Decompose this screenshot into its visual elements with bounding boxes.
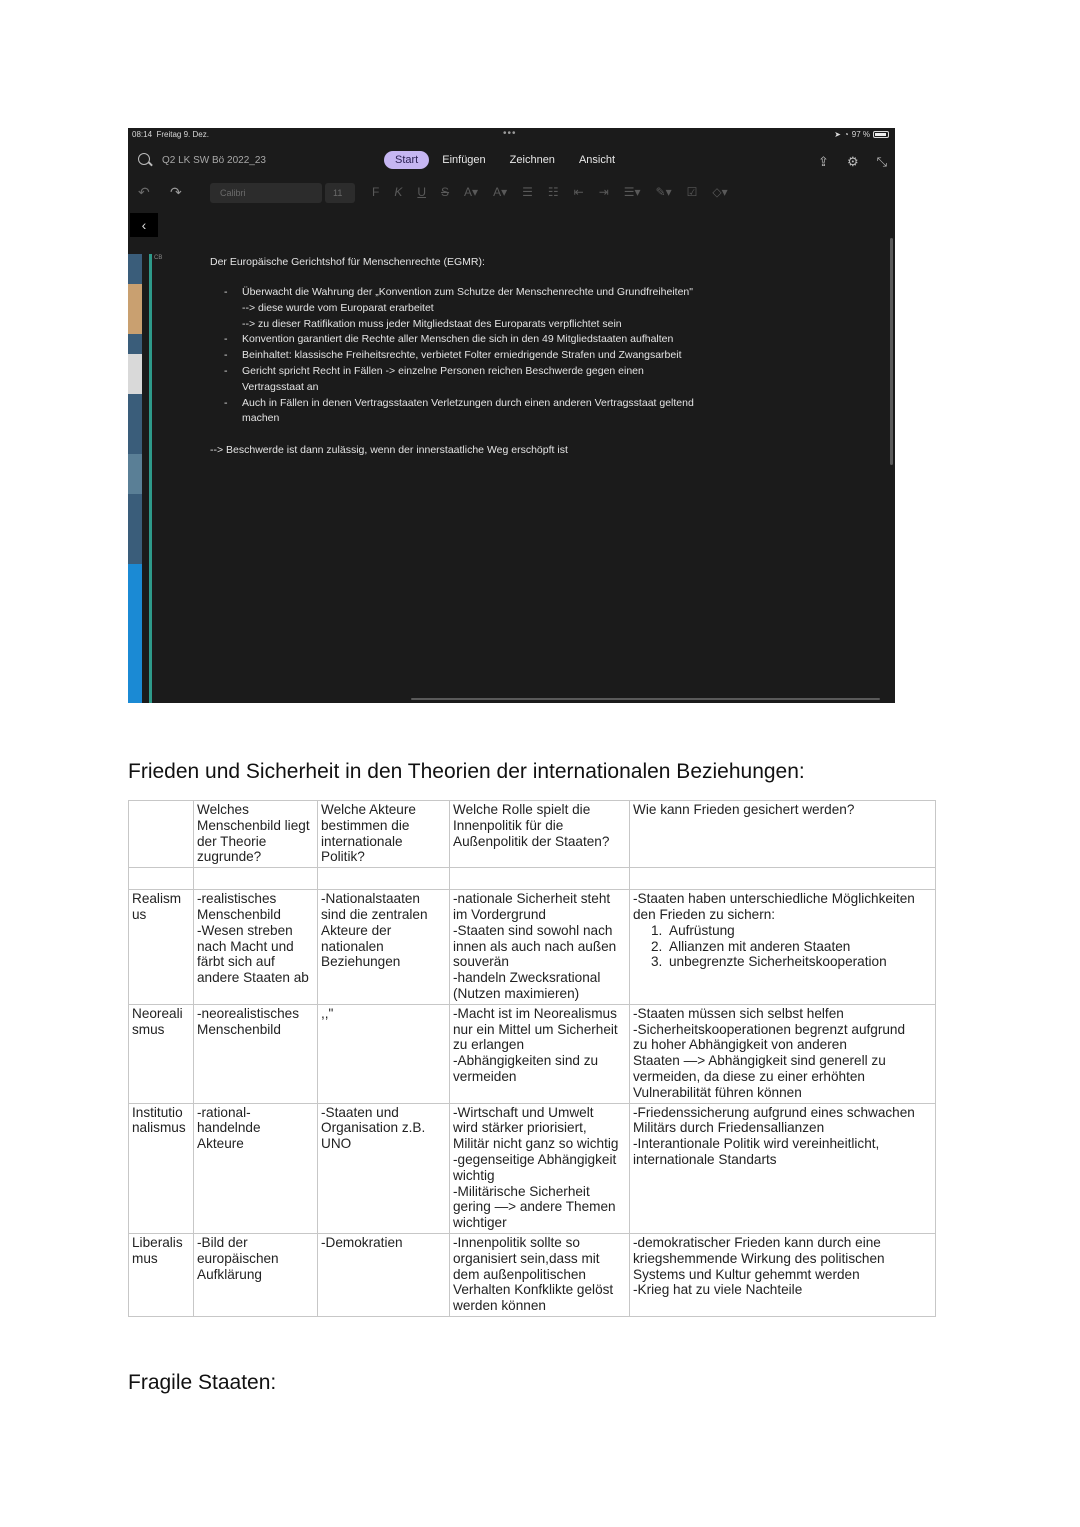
cell-line: Beziehungen: [321, 954, 401, 970]
akteure-cell: [318, 1004, 450, 1103]
cell-line: dem außenpolitischen: [453, 1266, 586, 1282]
cell-line: ,,": [321, 1005, 334, 1021]
checkbox-icon[interactable]: ☑: [686, 185, 698, 199]
app-screenshot: [128, 128, 895, 703]
cell-line: färbt sich auf: [197, 954, 275, 970]
cell-line: -realistisches: [197, 891, 277, 907]
table-header-row: [129, 801, 936, 868]
status-right: [834, 130, 889, 139]
list-item: - Gericht spricht Recht in Fällen -> einzelne Personen reichen Beschwerde gegen einen: [210, 364, 810, 380]
table-row: [129, 1233, 936, 1316]
cell-line: vermeiden: [453, 1068, 517, 1084]
menschenbild-cell: [194, 1103, 318, 1233]
cell-line: -Wirtschaft und Umwelt: [453, 1104, 594, 1120]
cell-line: Aufklärung: [197, 1266, 262, 1282]
cell-line: -gegenseitige Abhängigkeit: [453, 1151, 617, 1167]
cell-line: nationalen: [321, 938, 384, 954]
cell-line: andere Staaten ab: [197, 970, 309, 986]
cell-line: Politik?: [321, 849, 365, 865]
cell-line: Wie kann Frieden gesichert werden?: [633, 802, 855, 817]
wifi-icon: ◔: [843, 130, 849, 139]
cell-line: -Demokratien: [321, 1234, 403, 1250]
page-marker: CB: [154, 255, 163, 261]
cell-line: wird stärker priorisiert,: [453, 1120, 587, 1136]
list-item: 1. Aufrüstung: [651, 922, 735, 938]
align-icon[interactable]: ☰▾: [623, 185, 641, 199]
empty-cell: [129, 868, 194, 890]
indent-icon[interactable]: ⇥: [598, 185, 609, 199]
cell-line: Realism: [132, 891, 182, 907]
cell-line: Institutio: [132, 1104, 183, 1120]
multitask-dots[interactable]: •••: [503, 128, 517, 139]
undo-icon[interactable]: ↶: [138, 184, 150, 200]
note-closing: --> Beschwerde ist dann zulässig, wenn der innerstaatliche Weg erschöpft ist: [210, 444, 568, 457]
theory-name-cell: [129, 1103, 194, 1233]
cell-line: Welche Akteure: [321, 802, 416, 817]
cell-line: Systems und Kultur gehemmt werden: [633, 1266, 860, 1282]
cell-line: -Friedenssicherung aufgrund eines schwachen: [633, 1104, 915, 1120]
cell-line: innen als auch nach außen: [453, 938, 617, 954]
status-time: 08:14 Freitag 9. Dez.: [132, 130, 209, 139]
back-chevron-icon[interactable]: ‹: [130, 213, 158, 237]
header-cell: [129, 801, 194, 868]
theory-name-cell: [129, 1004, 194, 1103]
cell-line: (Nutzen maximieren): [453, 985, 580, 1001]
tag-icon[interactable]: ◇▾: [712, 185, 728, 199]
cell-line: Akteure der: [321, 922, 392, 938]
list-item: - Überwacht die Wahrung der „Konvention zum Schutze der Menschenrechte und Grundfreiheiten": [210, 285, 810, 301]
menschenbild-cell: [194, 1004, 318, 1103]
cell-line: kriegshemmende Wirkung des politischen: [633, 1250, 885, 1266]
innenpolitik-cell: [450, 890, 630, 1005]
cell-line: Militärs durch Friedensallianzen: [633, 1120, 825, 1136]
cell-line: -Interantionale Politik wird vereinheitlicht,: [633, 1136, 880, 1152]
cell-line: nur ein Mittel um Sicherheit: [453, 1021, 618, 1037]
cell-line: organisiert sein,dass mit: [453, 1250, 600, 1266]
list-item: - Konvention garantiert die Rechte aller Menschen die sich in den 49 Mitgliedstaaten aufhalten: [210, 332, 810, 348]
tab-einfuegen[interactable]: Einfügen: [442, 154, 486, 166]
outdent-icon[interactable]: ⇤: [573, 185, 584, 199]
cell-line: Akteure: [197, 1136, 244, 1152]
cell-line: us: [132, 906, 147, 922]
cell-line: wichtiger: [453, 1215, 507, 1231]
header-cell: [194, 801, 318, 868]
empty-cell: [450, 868, 630, 890]
innenpolitik-cell: [450, 1004, 630, 1103]
frieden-cell: [630, 890, 936, 1005]
toolbar-right-icons: [818, 154, 887, 170]
list-item: machen: [242, 412, 280, 425]
cell-line: -Innenpolitik sollte so: [453, 1234, 580, 1250]
innenpolitik-cell: [450, 1103, 630, 1233]
font-color-icon[interactable]: A▾: [493, 185, 508, 199]
menschenbild-cell: [194, 890, 318, 1005]
cell-line: den Frieden zu sichern:: [633, 906, 776, 922]
cell-line: -Wesen streben: [197, 922, 293, 938]
cell-line: Menschenbild: [197, 1021, 281, 1037]
frieden-cell: [630, 1103, 936, 1233]
vertical-scrollbar[interactable]: [890, 238, 893, 465]
cell-line: Welches: [197, 802, 249, 817]
cell-line: der Theorie: [197, 833, 267, 849]
location-icon: ➤: [834, 130, 841, 139]
section-title-theories: Frieden und Sicherheit in den Theorien der internationalen Beziehungen:: [128, 760, 805, 783]
highlight-icon[interactable]: A▾: [464, 185, 479, 199]
theory-name-cell: [129, 890, 194, 1005]
cell-line: Liberalis: [132, 1234, 183, 1250]
cell-line: souverän: [453, 954, 509, 970]
cell-line: -handeln Zwecksrational: [453, 970, 601, 986]
cell-line: Menschenbild liegt: [197, 817, 310, 833]
cell-line: handelnde: [197, 1120, 261, 1136]
cell-line: Organisation z.B.: [321, 1120, 426, 1136]
battery-percent: 97 %: [851, 130, 870, 139]
table-row: [129, 1004, 936, 1103]
cell-line: Verhalten Konfklikte gelöst: [453, 1282, 614, 1298]
cell-line: bestimmen die: [321, 817, 410, 833]
notebook-title[interactable]: Q2 LK SW Bö 2022_23: [162, 155, 266, 166]
akteure-cell: [318, 890, 450, 1005]
ribbon-tabs: [384, 151, 626, 169]
empty-cell: [318, 868, 450, 890]
cell-line: smus: [132, 1021, 165, 1037]
cell-line: sind die zentralen: [321, 906, 428, 922]
battery-icon: [873, 131, 889, 138]
cell-line: -Staaten haben unterschiedliche Möglichkeiten: [633, 891, 915, 907]
peace-measures-list: [633, 923, 932, 970]
cell-line: -rational-: [197, 1104, 251, 1120]
cell-line: nach Macht und: [197, 938, 294, 954]
header-cell: [630, 801, 936, 868]
font-size-field[interactable]: 11: [325, 183, 355, 203]
table-spacer-row: [129, 868, 936, 890]
cell-line: -Militärische Sicherheit: [453, 1183, 590, 1199]
empty-cell: [630, 868, 936, 890]
cell-line: -demokratischer Frieden kann durch eine: [633, 1234, 881, 1250]
format-buttons: [372, 185, 728, 199]
frieden-cell: [630, 1004, 936, 1103]
frieden-cell: [630, 1233, 936, 1316]
cell-line: -Staaten und: [321, 1104, 399, 1120]
cell-line: -Macht ist im Neorealismus: [453, 1005, 617, 1021]
cell-line: europäischen: [197, 1250, 279, 1266]
list-item: 2. Allianzen mit anderen Staaten: [651, 938, 851, 954]
cell-line: internationale: [321, 833, 403, 849]
table-row: [129, 1103, 936, 1233]
cell-line: -Sicherheitskooperationen begrenzt aufgrund: [633, 1021, 906, 1037]
bullet-list-icon[interactable]: ☰: [522, 185, 533, 199]
list-item: - Beinhaltet: klassische Freiheitsrechte, verbietet Folter erniedrigende Strafen und Zwangsarbeit: [210, 348, 810, 364]
innenpolitik-cell: [450, 1233, 630, 1316]
styles-icon[interactable]: ✎▾: [655, 185, 672, 199]
cell-line: Außenpolitik der Staaten?: [453, 833, 610, 849]
redo-icon[interactable]: ↷: [170, 184, 182, 200]
tab-zeichnen[interactable]: Zeichnen: [509, 154, 555, 166]
numbered-list-icon[interactable]: ☷: [547, 185, 559, 199]
horizontal-scrollbar[interactable]: [411, 698, 880, 700]
akteure-cell: [318, 1103, 450, 1233]
cell-line: im Vordergrund: [453, 906, 546, 922]
cell-line: -Nationalstaaten: [321, 891, 420, 907]
cell-line: Vulnerabilität führen können: [633, 1084, 802, 1100]
cell-line: -nationale Sicherheit steht: [453, 891, 611, 907]
cell-line: vermeiden, da diese zu einer erhöhten: [633, 1068, 865, 1084]
cell-line: internationale Standarts: [633, 1151, 777, 1167]
list-item: --> diese wurde vom Europarat erarbeitet: [242, 301, 434, 314]
cell-line: Neoreali: [132, 1005, 183, 1021]
cell-line: -Staaten sind sowohl nach: [453, 922, 613, 938]
list-item: --> zu dieser Ratifikation muss jeder Mitgliedstaat des Europarats verpflichtet sein: [242, 317, 622, 330]
page-indicator-bar: [149, 254, 152, 703]
cell-line: -Abhängigkeiten sind zu: [453, 1053, 599, 1069]
table-row: [129, 890, 936, 1005]
strike-button[interactable]: S: [441, 185, 450, 199]
header-cell: [318, 801, 450, 868]
note-list: [210, 285, 810, 427]
cell-line: UNO: [321, 1136, 352, 1152]
cell-line: zu hoher Abhängigkeit von anderen: [633, 1037, 847, 1053]
underline-button[interactable]: U: [417, 185, 427, 199]
section-title-fragile-states: Fragile Staaten:: [128, 1371, 277, 1394]
cell-line: Militär nicht ganz so wichtig: [453, 1136, 619, 1152]
tab-ansicht[interactable]: Ansicht: [578, 154, 616, 166]
theories-table: [128, 800, 936, 1317]
menschenbild-cell: [194, 1233, 318, 1316]
list-item: 3. unbegrenzte Sicherheitskooperation: [651, 954, 887, 970]
cell-line: Welche Rolle spielt die: [453, 802, 591, 817]
cell-line: -Bild der: [197, 1234, 248, 1250]
cell-line: -Krieg hat zu viele Nachteile: [633, 1282, 803, 1298]
bold-button[interactable]: F: [372, 185, 380, 199]
search-icon[interactable]: [138, 153, 150, 165]
sidebar-thumbnail-strip: [128, 254, 142, 703]
empty-cell: [194, 868, 318, 890]
akteure-cell: [318, 1233, 450, 1316]
gear-icon[interactable]: ⚙: [846, 154, 859, 169]
cell-line: mus: [132, 1250, 158, 1266]
main-toolbar: [128, 148, 895, 174]
cell-line: wichtig: [453, 1167, 495, 1183]
cell-line: nalismus: [132, 1120, 186, 1136]
header-cell: [450, 801, 630, 868]
cell-line: -neorealistisches: [197, 1005, 299, 1021]
list-item: - Auch in Fällen in denen Vertragsstaaten Verletzungen durch einen anderen Vertragsstaat geltend: [210, 396, 810, 412]
tab-start[interactable]: Start: [384, 151, 429, 169]
note-heading: Der Europäische Gerichtshof für Menschenrechte (EGMR):: [210, 256, 485, 268]
cell-line: werden können: [453, 1298, 546, 1314]
cell-line: zu erlangen: [453, 1037, 525, 1053]
theory-name-cell: [129, 1233, 194, 1316]
status-bar: [128, 128, 895, 142]
format-toolbar: [128, 182, 895, 206]
font-name-field[interactable]: Calibri: [210, 183, 322, 203]
italic-button[interactable]: K: [394, 185, 403, 199]
collapse-icon[interactable]: ⤡: [876, 154, 887, 169]
note-content[interactable]: [210, 255, 810, 457]
cell-line: zugrunde?: [197, 849, 262, 865]
list-item: Vertragsstaat an: [242, 380, 319, 393]
cell-line: -Staaten müssen sich selbst helfen: [633, 1005, 844, 1021]
cell-line: Innenpolitik für die: [453, 817, 564, 833]
cell-line: gering —> andere Themen: [453, 1199, 616, 1215]
share-icon[interactable]: ⇪: [818, 154, 829, 169]
cell-line: Staaten —> Abhängigkeit sind generell zu: [633, 1053, 886, 1069]
cell-line: Menschenbild: [197, 906, 281, 922]
